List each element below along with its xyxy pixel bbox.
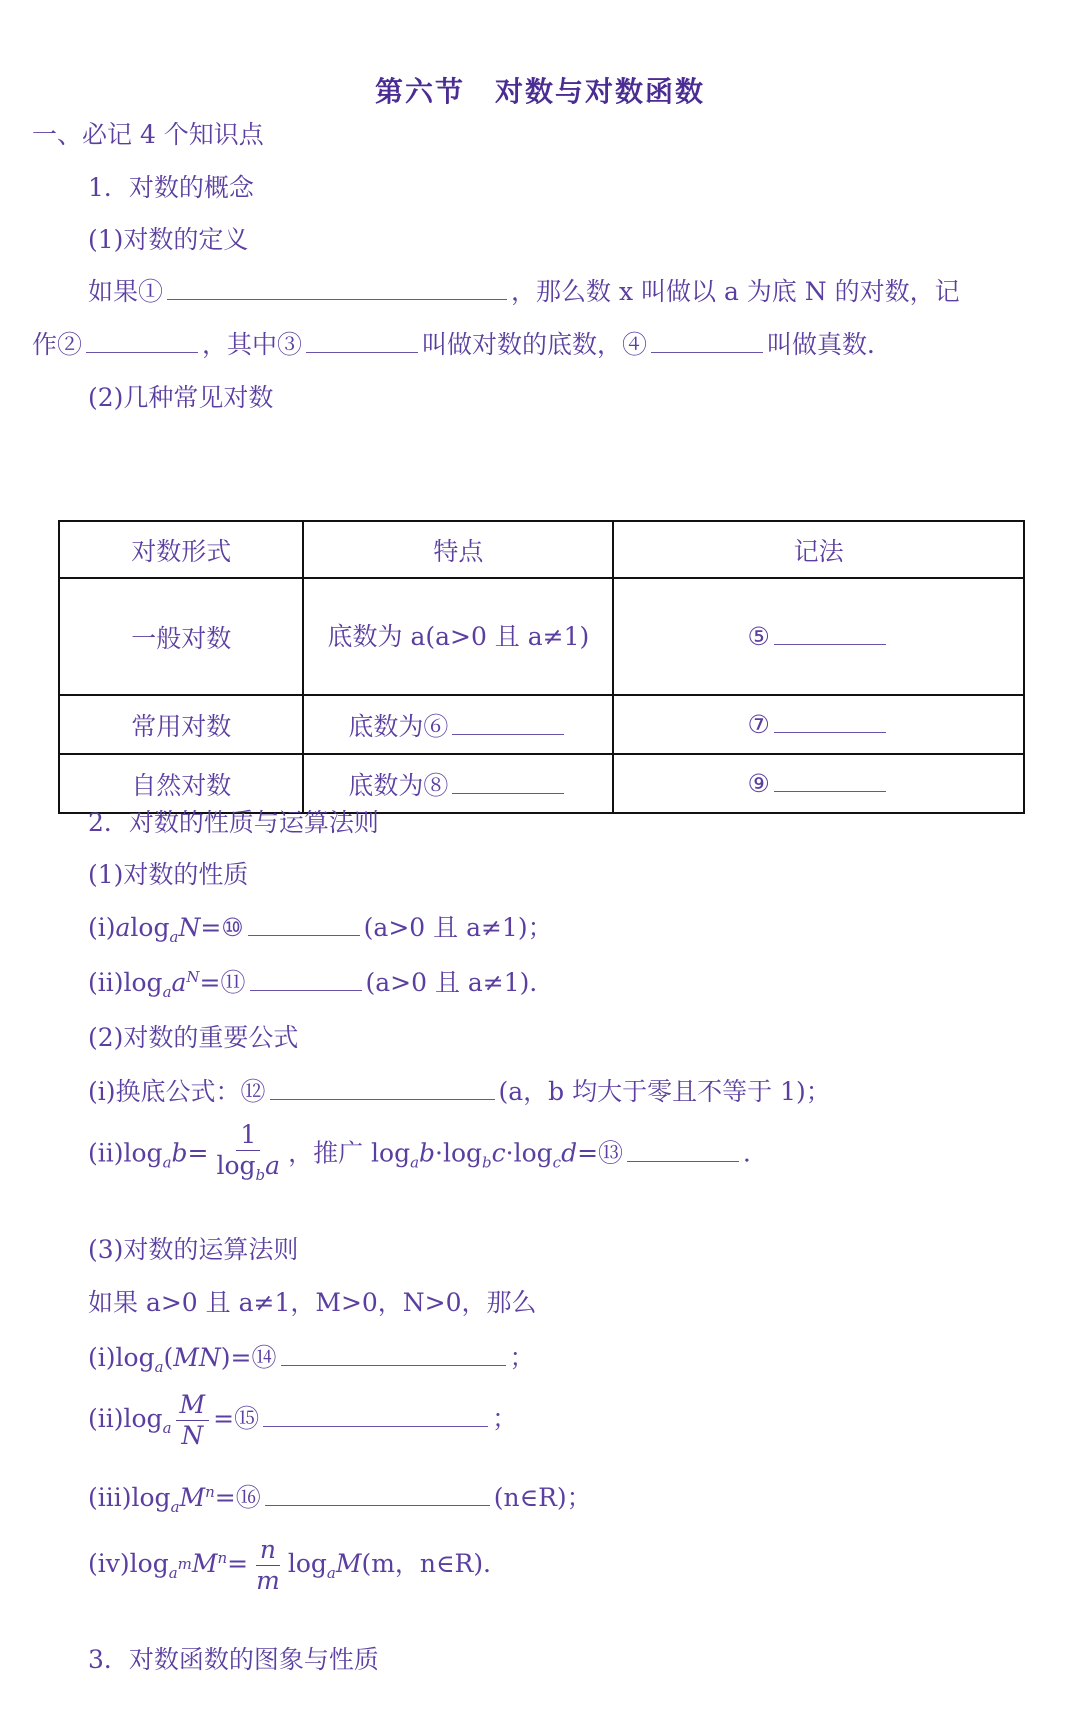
table-cell (613, 695, 1024, 754)
feature-text: 底数为⑥ (348, 711, 449, 741)
def-text: 叫做对数的底数，④ (422, 330, 648, 359)
page-title: 第六节 对数与对数函数 (374, 75, 705, 108)
table-cell: 一般对数 (59, 578, 303, 695)
blank-2[interactable] (86, 351, 198, 353)
table-cell (303, 695, 613, 754)
item-label: (ⅲ) (88, 1483, 132, 1512)
item-label: (ⅳ) (88, 1549, 130, 1578)
formula-i (88, 1072, 831, 1108)
blank-4[interactable] (651, 351, 763, 353)
table-cell: 常用对数 (59, 695, 303, 754)
condition: (a>0 且 a≠1)； (363, 913, 553, 942)
subheading-concept: 1．对数的概念 (88, 173, 254, 202)
blank-mark: ⑤ (747, 622, 770, 651)
blank-8[interactable] (452, 792, 564, 794)
blank-9[interactable] (774, 790, 886, 792)
subheading-common-logs: (2)几种常见对数 (88, 383, 274, 412)
table-header: 对数形式 (59, 521, 303, 578)
rule-iv: $(ⅳ)\log_{a^m}M^n=$ $\frac{n}{m}$ $\log_aM(m$，n∈R)． (88, 1535, 509, 1595)
def-text: ，其中③ (202, 330, 303, 359)
def-text: 叫做真数． (767, 330, 893, 359)
formula-text: ，推广 (288, 1138, 364, 1168)
table-header: 记法 (613, 521, 1024, 578)
table-cell (303, 578, 613, 695)
item-label: (ⅱ) (88, 1138, 124, 1168)
blank-mark: =⑪ (199, 968, 246, 997)
blank-6[interactable] (452, 733, 564, 735)
feature-text: 底数为 a(a>0 且 a≠1) (327, 621, 590, 651)
blank-mark: =⑬ (577, 1138, 624, 1168)
definition-line-1 (88, 272, 960, 308)
definition-line-2 (32, 325, 892, 361)
item-label: (ⅰ) (88, 1343, 116, 1372)
subheading-definition: (1)对数的定义 (88, 225, 249, 254)
formula-ii: $(ⅱ)\log_ab=$ $\frac{1}{\log_ba}$ ，推广 $\log_ab\cdot\log_bc\cdot\log_cd=⑬$ ． (88, 1120, 768, 1190)
blank-3[interactable] (306, 351, 418, 353)
table-cell (613, 578, 1024, 695)
subheading-log-functions: 3．对数函数的图象与性质 (88, 1645, 379, 1674)
blank-16[interactable] (265, 1504, 490, 1506)
item-label: (ⅱ) (88, 1404, 124, 1433)
rule-i: $(ⅰ)\log_a(MN)=⑭$ ； (88, 1343, 535, 1376)
fraction: $\frac{M}{N}$ (176, 1390, 210, 1451)
subheading-properties: (1)对数的性质 (88, 860, 249, 889)
def-text: ，那么数 x 叫做以 a 为底 N 的对数，记 (511, 277, 960, 306)
property-i: (ⅰ)alog$_a$N=⑩ (a>0 且 a≠1)； (88, 913, 553, 946)
item-label: (ⅱ) (88, 968, 124, 997)
rule-ii: $(ⅱ)\log_a$ $\frac{M}{N}$ =⑮ ； (88, 1390, 518, 1450)
blank-12[interactable] (270, 1098, 495, 1100)
table-header: 特点 (303, 521, 613, 578)
condition: (a>0 且 a≠1)． (365, 968, 555, 997)
rule-condition: 如果 a>0 且 a≠1，M>0，N>0，那么 (88, 1288, 537, 1317)
condition: (m，n∈R)． (361, 1549, 509, 1578)
subheading-rules: (3)对数的运算法则 (88, 1235, 299, 1264)
property-ii: $(ⅱ)\log_aa^N=⑪$ (a>0 且 a≠1)． (88, 968, 555, 1001)
subheading-properties-rules: 2．对数的性质与运算法则 (88, 808, 379, 837)
condition: (a，b 均大于零且不等于 1)； (498, 1077, 831, 1106)
fraction: $\frac{1}{\log_ba}$ (216, 1120, 281, 1184)
table-cell (613, 754, 1024, 813)
blank-mark: =⑭ (230, 1343, 277, 1372)
table-cell: 自然对数 (59, 754, 303, 813)
blank-mark: ⑦ (747, 710, 770, 739)
blank-7[interactable] (774, 731, 886, 733)
condition: (n∈R)； (493, 1483, 592, 1512)
blank-mark: =⑮ (213, 1404, 260, 1433)
blank-mark: =⑯ (214, 1483, 261, 1512)
feature-text: 底数为⑧ (348, 770, 449, 800)
blank-1[interactable] (167, 298, 507, 300)
item-label: (ⅰ) (88, 913, 116, 942)
blank-15[interactable] (263, 1425, 488, 1427)
item-label: (ⅰ)换底公式：⑫ (88, 1077, 266, 1106)
blank-mark: ⑨ (747, 769, 770, 798)
rule-iii: $(ⅲ)\log_aM^n=⑯$ (n∈R)； (88, 1483, 592, 1516)
fraction: $\frac{n}{m}$ (256, 1535, 280, 1595)
def-text: 如果① (88, 277, 164, 306)
blank-11[interactable] (250, 989, 362, 991)
blank-14[interactable] (281, 1364, 506, 1366)
section-heading-1: 一、必记 4 个知识点 (32, 120, 264, 149)
subheading-formulas: (2)对数的重要公式 (88, 1023, 299, 1052)
blank-10[interactable] (248, 934, 360, 936)
blank-13[interactable] (627, 1160, 739, 1162)
log-types-table (58, 520, 1025, 814)
blank-5[interactable] (774, 643, 886, 645)
blank-mark: =⑩ (200, 913, 244, 942)
def-text: 作② (32, 330, 83, 359)
